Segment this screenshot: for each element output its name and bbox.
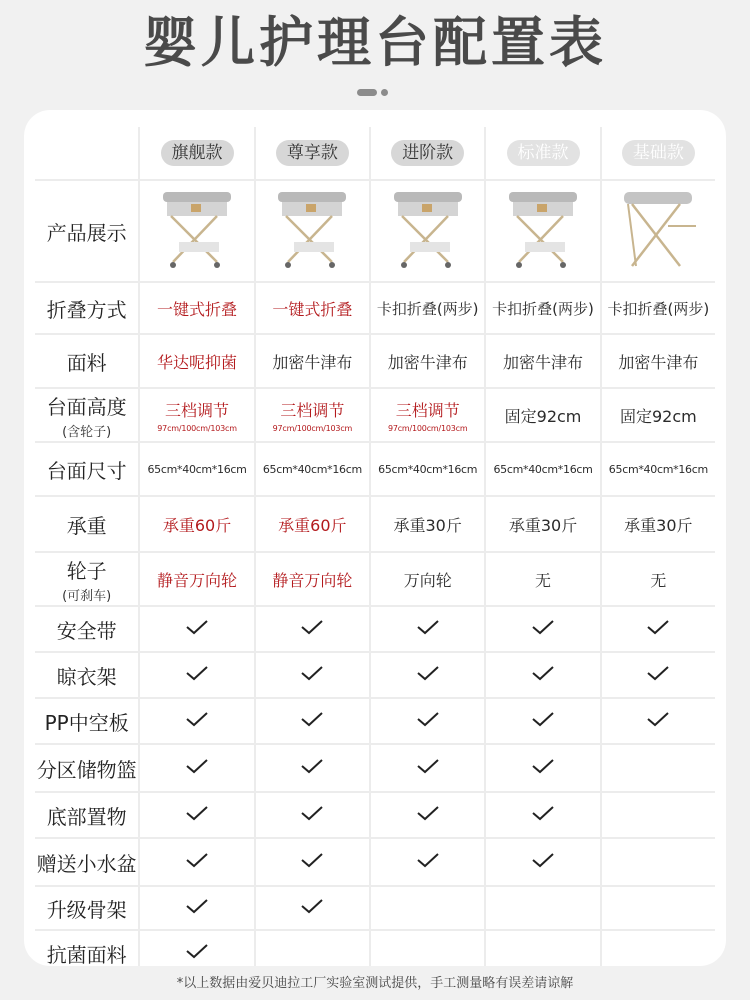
cell-check [256,839,371,885]
check-icon [646,711,670,731]
badge-standard: 标准款 [507,140,580,166]
row-fold [35,283,715,335]
cell-empty [371,931,486,966]
cell-check [486,839,601,885]
badge-premium: 尊享款 [276,140,349,166]
cell-value: 加密牛津布 [371,335,486,387]
cell-value: 65cm*40cm*16cm [371,443,486,495]
cell-value: 静音万向轮 [140,553,255,605]
cell-value: 无 [486,553,601,605]
cell-value: 加密牛津布 [486,335,601,387]
cell-empty [486,887,601,929]
check-icon [416,805,440,825]
cell-value: 承重60斤 [256,497,371,551]
row-label-sub: (含轮子) [62,424,112,440]
row-label: 升级骨架 [35,887,140,929]
cell-check [486,653,601,697]
comparison-table [35,127,715,966]
cell-sub: 97cm/100cm/103cm [157,423,237,433]
cell-value: 承重30斤 [624,515,693,535]
check-icon [531,805,555,825]
feature-row [35,607,715,653]
check-icon [531,852,555,872]
feature-row [35,699,715,745]
check-icon [300,619,324,639]
column-advanced [371,127,486,179]
row-label: 赠送小水盆 [35,839,140,885]
badge-flagship: 旗舰款 [161,140,234,166]
product-image-basic [602,181,715,281]
cell-value [371,389,486,441]
cell-check [371,607,486,651]
check-icon [185,619,209,639]
header-corner [35,127,140,179]
check-icon [185,898,209,918]
check-icon [531,619,555,639]
check-icon [185,758,209,778]
column-basic [602,127,715,179]
row-label-sub: (可刹车) [62,588,112,604]
row-label: PP中空板 [35,699,140,743]
check-icon [531,758,555,778]
column-premium [256,127,371,179]
row-fabric [35,335,715,389]
cell-value: 无 [650,570,667,590]
cell-value: 一键式折叠 [140,283,255,333]
footnote: *以上数据由爱贝迪拉工厂实验室测试提供，手工测量略有误差请谅解 [176,976,574,991]
feature-row [35,793,715,839]
row-label: 底部置物 [35,793,140,837]
comparison-card [24,110,726,966]
changing-table-icon [272,186,352,276]
cell-value: 加密牛津布 [618,352,699,372]
row-label-main: 台面高度 [46,394,127,419]
feature-row [35,653,715,699]
feature-rows [35,607,715,966]
cell-main: 三档调节 [395,400,460,420]
decoration-pill [357,89,377,96]
cell-check [140,653,255,697]
column-standard [486,127,601,179]
cell-check [256,793,371,837]
row-label: 折叠方式 [35,283,140,333]
feature-row [35,839,715,887]
row-label: 抗菌面料 [35,931,140,966]
cell-main: 三档调节 [165,400,230,420]
cell-check [256,607,371,651]
feature-row [35,887,715,931]
row-label: 承重 [35,497,140,551]
cell-empty [371,887,486,929]
product-image-premium [256,181,371,281]
cell-check [140,745,255,791]
cell-value: 65cm*40cm*16cm [486,443,601,495]
cell-main: 三档调节 [280,400,345,420]
cell-check [602,607,715,651]
cell-empty [602,745,715,791]
changing-table-icon [157,186,237,276]
check-icon [300,665,324,685]
row-label: 产品展示 [35,181,140,281]
cell-empty [602,793,715,837]
badge-advanced: 进阶款 [391,140,464,166]
feature-row [35,931,715,966]
row-product-display [35,181,715,283]
cell-check [140,699,255,743]
cell-check [602,699,715,743]
cell-empty [602,887,715,929]
product-image-advanced [371,181,486,281]
table-header-row [35,127,715,181]
cell-value: 华达呢抑菌 [140,335,255,387]
check-icon [416,852,440,872]
decoration-dot [381,89,388,96]
cell-value: 一键式折叠 [256,283,371,333]
product-image-standard [486,181,601,281]
cell-check [140,607,255,651]
changing-table-icon [388,186,468,276]
cell-value: 加密牛津布 [256,335,371,387]
page-title: 婴儿护理台配置表 [143,11,607,74]
row-wheels [35,553,715,607]
row-label: 面料 [35,335,140,387]
cell-check [256,887,371,929]
cell-value: 卡扣折叠(两步) [486,283,601,333]
cell-check [256,699,371,743]
check-icon [416,619,440,639]
cell-value: 卡扣折叠(两步) [607,299,710,318]
cell-check [140,931,255,966]
row-load [35,497,715,553]
cell-check [371,839,486,885]
cell-check [486,607,601,651]
badge-basic: 基础款 [622,140,695,166]
row-label: 台面尺寸 [35,443,140,495]
changing-table-icon [503,186,583,276]
cell-value: 承重30斤 [486,497,601,551]
cell-check [140,887,255,929]
cell-value: 65cm*40cm*16cm [608,462,708,476]
check-icon [185,943,209,963]
check-icon [300,805,324,825]
row-label: 分区储物篮 [35,745,140,791]
row-label-main: 轮子 [66,558,107,583]
cell-value: 承重30斤 [371,497,486,551]
check-icon [531,665,555,685]
cell-value [140,389,255,441]
cell-empty [602,931,715,966]
check-icon [300,852,324,872]
cell-empty [486,931,601,966]
cell-sub: 97cm/100cm/103cm [272,423,353,433]
check-icon [646,619,670,639]
row-label: 安全带 [35,607,140,651]
cell-value: 固定92cm [486,389,601,441]
check-icon [300,758,324,778]
check-icon [416,665,440,685]
row-height [35,389,715,443]
cell-check [140,839,255,885]
check-icon [646,665,670,685]
check-icon [185,852,209,872]
cell-value: 静音万向轮 [256,553,371,605]
row-label: 晾衣架 [35,653,140,697]
cell-value: 65cm*40cm*16cm [256,443,371,495]
cell-value [256,389,371,441]
cell-value: 万向轮 [371,553,486,605]
cell-check [486,745,601,791]
cell-value: 承重60斤 [140,497,255,551]
cell-check [371,793,486,837]
cell-check [371,745,486,791]
cell-value: 卡扣折叠(两步) [371,283,486,333]
check-icon [416,711,440,731]
cell-check [602,653,715,697]
cell-check [371,653,486,697]
cell-sub: 97cm/100cm/103cm [387,423,468,433]
cell-value: 65cm*40cm*16cm [140,443,255,495]
check-icon [185,665,209,685]
cell-check [256,653,371,697]
check-icon [185,711,209,731]
row-size [35,443,715,497]
check-icon [416,758,440,778]
cell-value: 固定92cm [619,406,697,426]
column-flagship [140,127,255,179]
cell-empty [256,931,371,966]
row-label [35,389,140,441]
check-icon [185,805,209,825]
row-label [35,553,140,605]
product-image-flagship [140,181,255,281]
cell-check [486,793,601,837]
check-icon [300,711,324,731]
changing-table-icon [618,186,698,276]
cell-check [140,793,255,837]
check-icon [300,898,324,918]
feature-row [35,745,715,793]
cell-check [486,699,601,743]
cell-check [256,745,371,791]
cell-check [371,699,486,743]
cell-empty [602,839,715,885]
check-icon [531,711,555,731]
